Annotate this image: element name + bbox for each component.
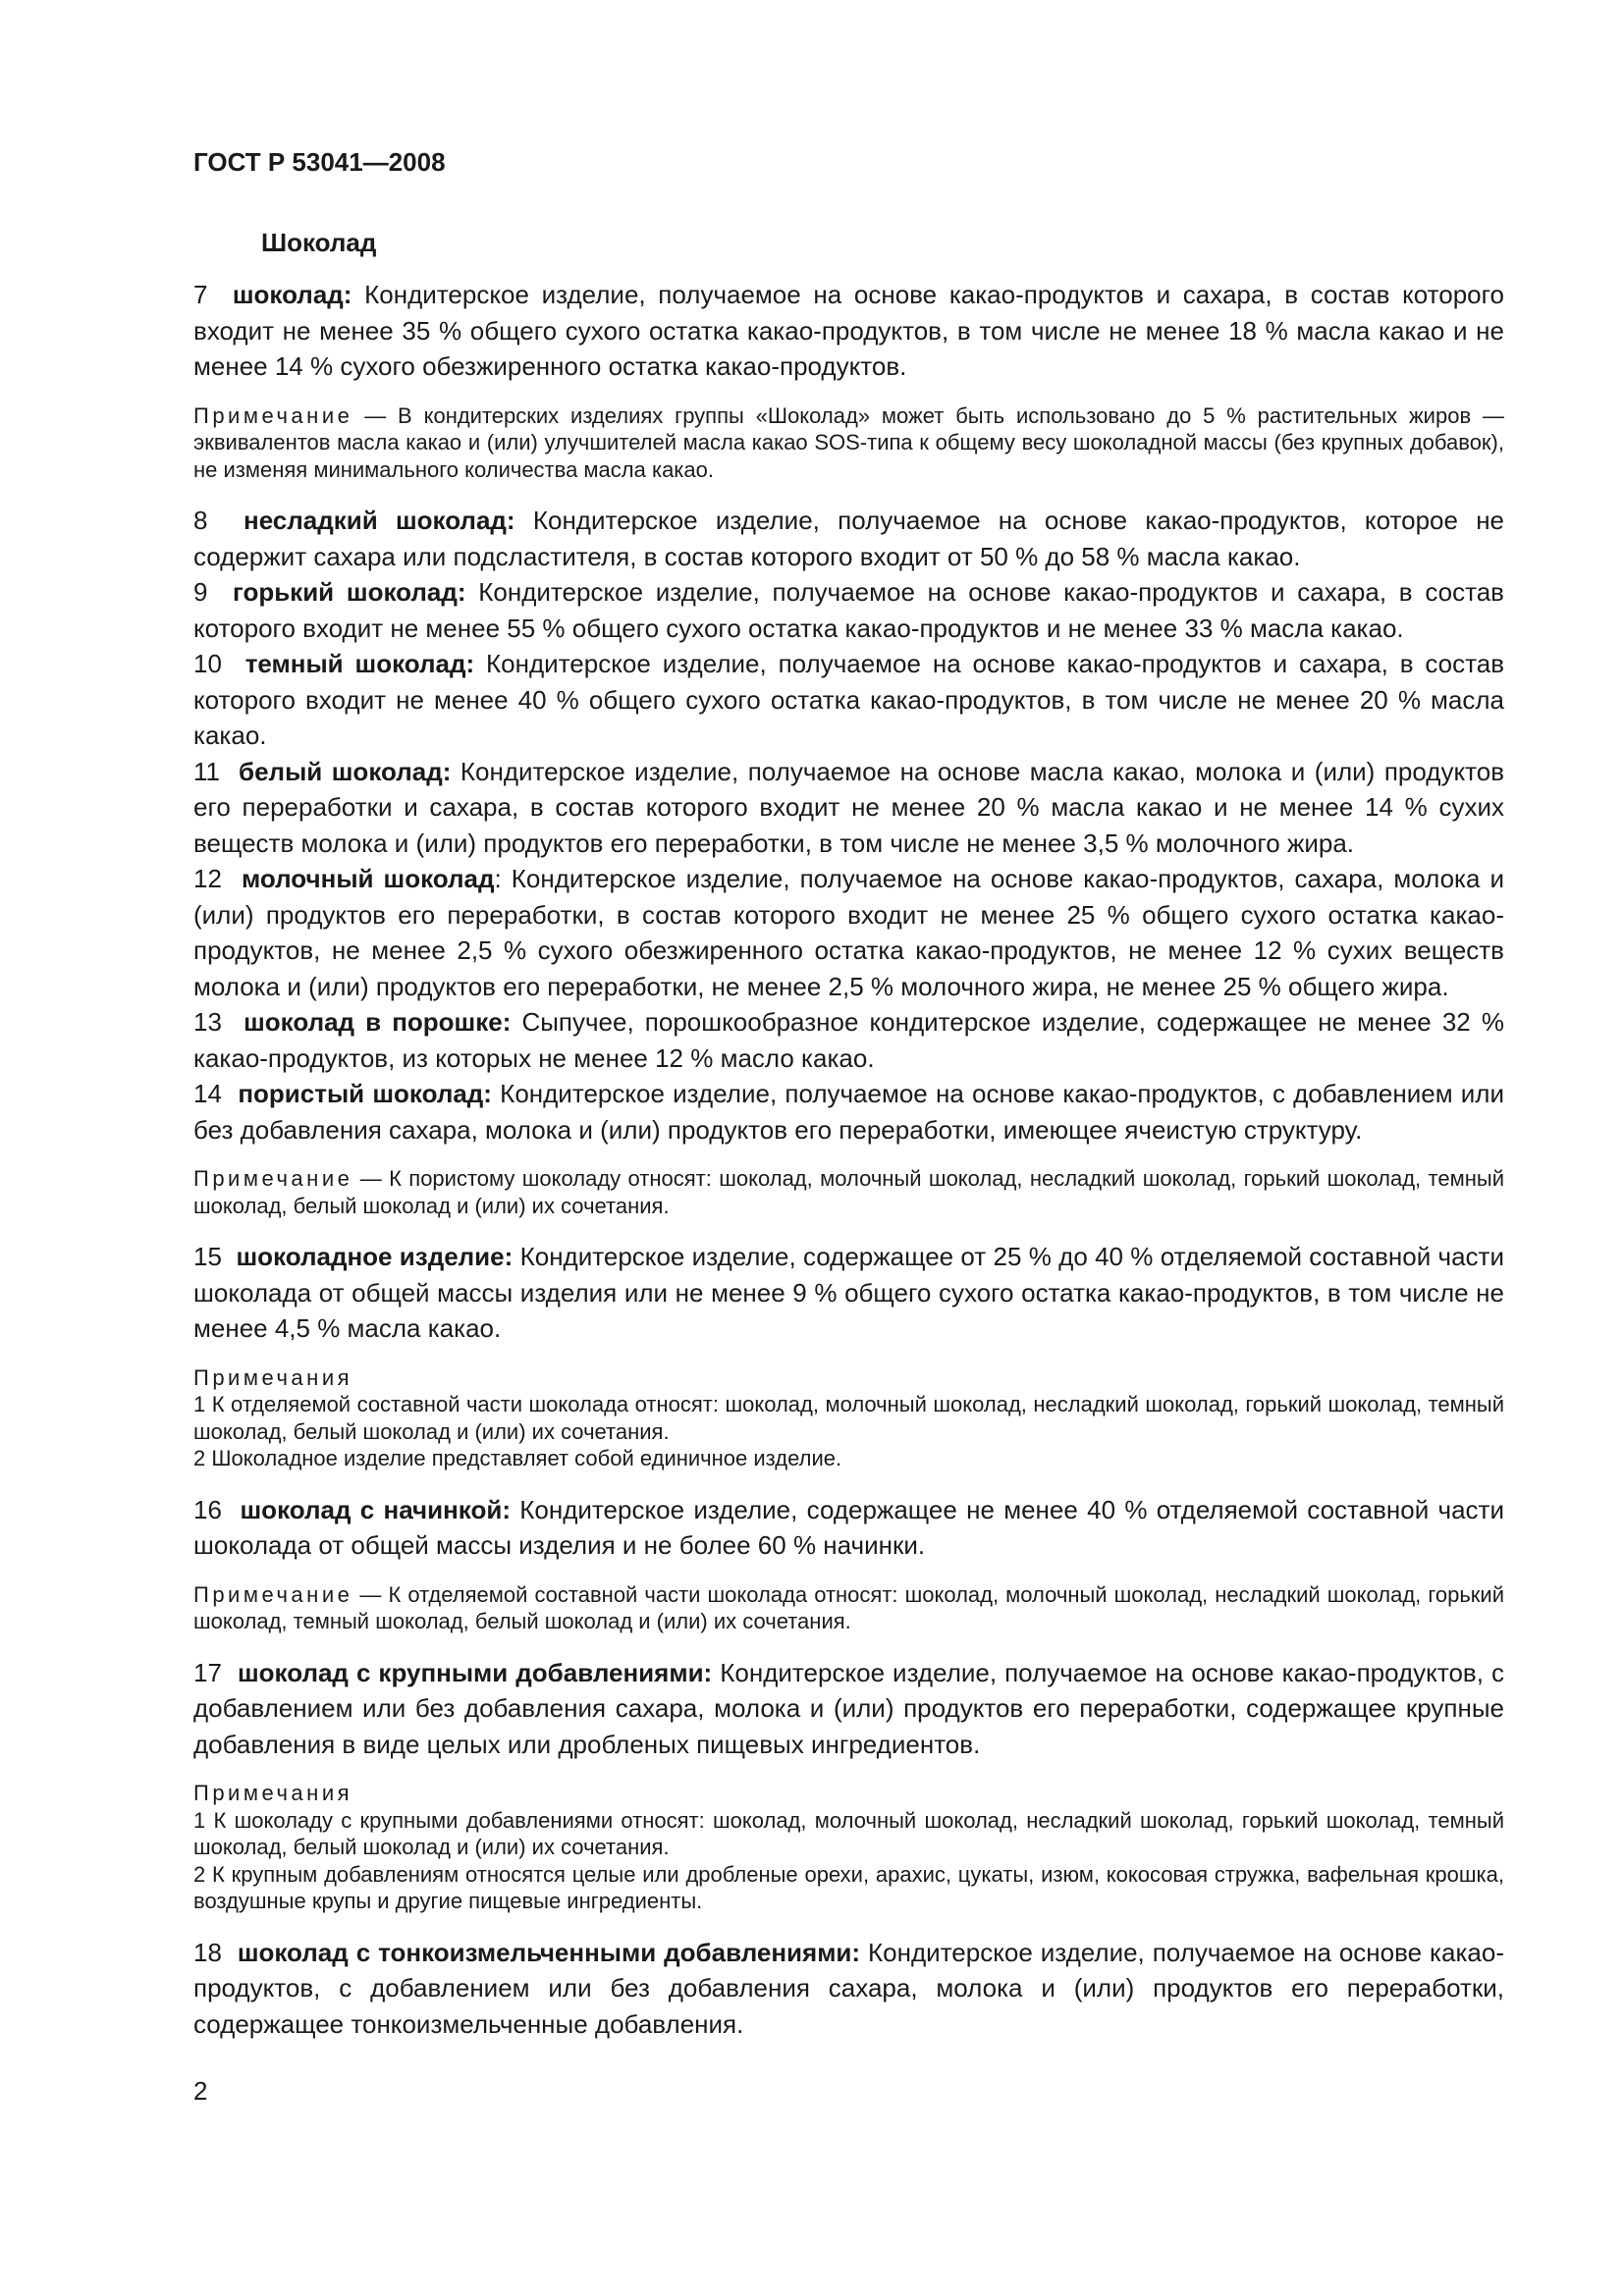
definition-term: пористый шоколад: xyxy=(238,1079,492,1108)
definition-text: Кондитерское изделие, получаемое на основе какао-продуктов и сахара, в состав которого входит не менее 40 % общего сухого остатка какао-продуктов, в том числе не менее 20 % масла какао. xyxy=(193,649,1505,750)
definition-12 xyxy=(193,861,1504,1004)
definition-term: темный шоколад: xyxy=(244,649,475,678)
note-17 xyxy=(193,1780,1504,1915)
note-item-2: 2 К крупным добавлениям относятся целые или дробленые орехи, арахис, цукаты, изюм, кокосовая стружка, вафельная крошка, воздушные крупы и другие пищевые ингредиенты. xyxy=(193,1861,1504,1913)
definition-text: Кондитерское изделие, получаемое на основе какао-продуктов, с добавлением или без добавления сахара, молока и (или) продуктов его переработки, содержащее тонкоизмельченные добавления. xyxy=(193,1937,1504,2039)
note-16 xyxy=(193,1581,1504,1635)
definition-13 xyxy=(193,1004,1504,1076)
definition-number: 18 xyxy=(193,1937,222,1967)
definition-text: Кондитерское изделие, получаемое на основе какао-продуктов и сахара, в состав которого входит не менее 35 % общего сухого остатка какао-продуктов, в том числе не менее 18 % масла какао и не менее 14 % сухого обезжиренного остатка какао-продуктов. xyxy=(193,280,1504,381)
definition-term: шоколад: xyxy=(232,280,352,309)
note-text: — К пористому шоколаду относят: шоколад, молочный шоколад, несладкий шоколад, горький шоколад, темный шоколад, белый шоколад и (или) их сочетания. xyxy=(193,1166,1504,1218)
definition-text: Кондитерское изделие, получаемое на основе какао-продуктов, которое не содержит сахара или подсластителя, в состав которого входит от 50 % до 58 % масла какао. xyxy=(193,506,1505,571)
definition-text: Кондитерское изделие, получаемое на основе какао-продуктов, с добавлением или без добавления сахара, молока и (или) продуктов его переработки, содержащее крупные добавления в виде целых или дробленых пищевых ингредиентов. xyxy=(193,1657,1504,1759)
note-item-2: 2 Шоколадное изделие представляет собой единичное изделие. xyxy=(193,1446,842,1470)
definition-punct: : xyxy=(494,864,502,893)
note-label: Примечания xyxy=(193,1781,353,1805)
definition-term: шоколад в порошке: xyxy=(244,1007,512,1037)
note-label: Примечания xyxy=(193,1364,353,1390)
definition-text: Кондитерское изделие, получаемое на основе какао-продуктов, с добавлением или без добавления сахара, молока и (или) продуктов его переработки, имеющее ячеистую структуру. xyxy=(193,1079,1505,1145)
definition-text: Кондитерское изделие, получаемое на основе масла какао, молока и (или) продуктов его переработки и сахара, в состав которого входит не менее 20 % масла какао и не менее 14 % сухих веществ молока и (или) продуктов его переработки, в том числе не менее 3,5 % молочного жира. xyxy=(193,756,1505,858)
definition-term: шоколад с тонкоизмельченными добавлениями: xyxy=(237,1937,861,1967)
definition-16 xyxy=(193,1492,1504,1564)
note-label: Примечание xyxy=(193,402,353,428)
definition-term: несладкий шоколад: xyxy=(243,506,515,535)
definition-text: Кондитерское изделие, содержащее не менее 40 % отделяемой составной части шоколада от общей массы изделия и не более 60 % начинки. xyxy=(193,1494,1504,1560)
definition-text: Кондитерское изделие, содержащее от 25 % до 40 % отделяемой составной части шоколада от общей массы изделия или не менее 9 % общего сухого остатка какао-продуктов, в том числе не менее 4,5 % масла какао. xyxy=(193,1242,1504,1343)
definition-11 xyxy=(193,754,1504,862)
definition-term: шоколадное изделие: xyxy=(236,1242,514,1271)
definition-9 xyxy=(193,574,1504,646)
definition-8 xyxy=(193,503,1504,574)
note-item-1: 1 К отделяемой составной части шоколада относят: шоколад, молочный шоколад, несладкий шоколад, горький шоколад, темный шоколад, белый шоколад и (или) их сочетания. xyxy=(193,1392,1504,1444)
definition-number: 15 xyxy=(193,1242,222,1271)
note-text: — К отделяемой составной части шоколада относят: шоколад, молочный шоколад, несладкий шоколад, горький шоколад, темный шоколад, белый шоколад и (или) их сочетания. xyxy=(193,1581,1504,1633)
definition-term: шоколад с начинкой: xyxy=(240,1494,511,1524)
definition-15 xyxy=(193,1239,1504,1347)
definition-number: 17 xyxy=(193,1657,222,1687)
definition-14 xyxy=(193,1076,1504,1148)
note-text: — В кондитерских изделиях группы «Шоколад» может быть использовано до 5 % растительных жиров — эквивалентов масла какао и (или) улучшителей масла какао SOS-типа к общему весу шоколадной массы (без крупных добавок), не изменяя минимального количества масла какао. xyxy=(193,402,1504,482)
definition-term: белый шоколад: xyxy=(239,756,452,786)
definition-term: молочный шоколад xyxy=(242,864,495,893)
note-14 xyxy=(193,1165,1504,1219)
definition-text: Кондитерское изделие, получаемое на основе какао-продуктов и сахара, в состав которого входит не менее 55 % общего сухого остатка какао-продуктов и не менее 33 % масла какао. xyxy=(193,577,1504,643)
definition-number: 14 xyxy=(193,1079,222,1108)
definition-number: 8 xyxy=(193,506,208,535)
definition-text: Сыпучее, порошкообразное кондитерское изделие, содержащее не менее 32 % какао-продуктов, из которых не менее 12 % масло какао. xyxy=(193,1007,1504,1073)
definition-number: 13 xyxy=(193,1007,222,1037)
definition-number: 11 xyxy=(193,756,220,786)
definition-number: 9 xyxy=(193,577,208,607)
page-number: 2 xyxy=(193,2076,208,2106)
definition-number: 7 xyxy=(193,280,208,309)
definition-number: 10 xyxy=(193,649,222,678)
definition-10 xyxy=(193,646,1504,754)
document-code: ГОСТ Р 53041—2008 xyxy=(193,147,446,177)
note-item-1: 1 К шоколаду с крупными добавлениями относят: шоколад, молочный шоколад, несладкий шоколад, горький шоколад, темный шоколад, белый шоколад и (или) их сочетания. xyxy=(193,1807,1504,1859)
definition-text: Кондитерское изделие, получаемое на основе какао-продуктов, сахара, молока и (или) продуктов его переработки, в состав которого входит не менее 25 % общего сухого остатка какао-продуктов, не менее 2,5 % сухого обезжиренного остатка какао-продуктов, не менее 12 % сухих веществ молока и (или) продуктов его переработки, не менее 2,5 % молочного жира, не менее 25 % общего жира. xyxy=(193,864,1505,1001)
definition-17 xyxy=(193,1655,1504,1763)
definition-number: 12 xyxy=(193,864,222,893)
document-page xyxy=(193,147,1504,2042)
definition-7 xyxy=(193,277,1504,385)
definition-18 xyxy=(193,1935,1504,2043)
note-7 xyxy=(193,402,1504,484)
section-title: Шоколад xyxy=(261,228,377,257)
note-label: Примечание xyxy=(193,1581,353,1607)
definition-term: горький шоколад: xyxy=(232,577,466,607)
definition-number: 16 xyxy=(193,1494,222,1524)
definition-term: шоколад с крупными добавлениями: xyxy=(237,1657,713,1687)
note-label: Примечание xyxy=(193,1166,353,1191)
note-15 xyxy=(193,1364,1504,1472)
